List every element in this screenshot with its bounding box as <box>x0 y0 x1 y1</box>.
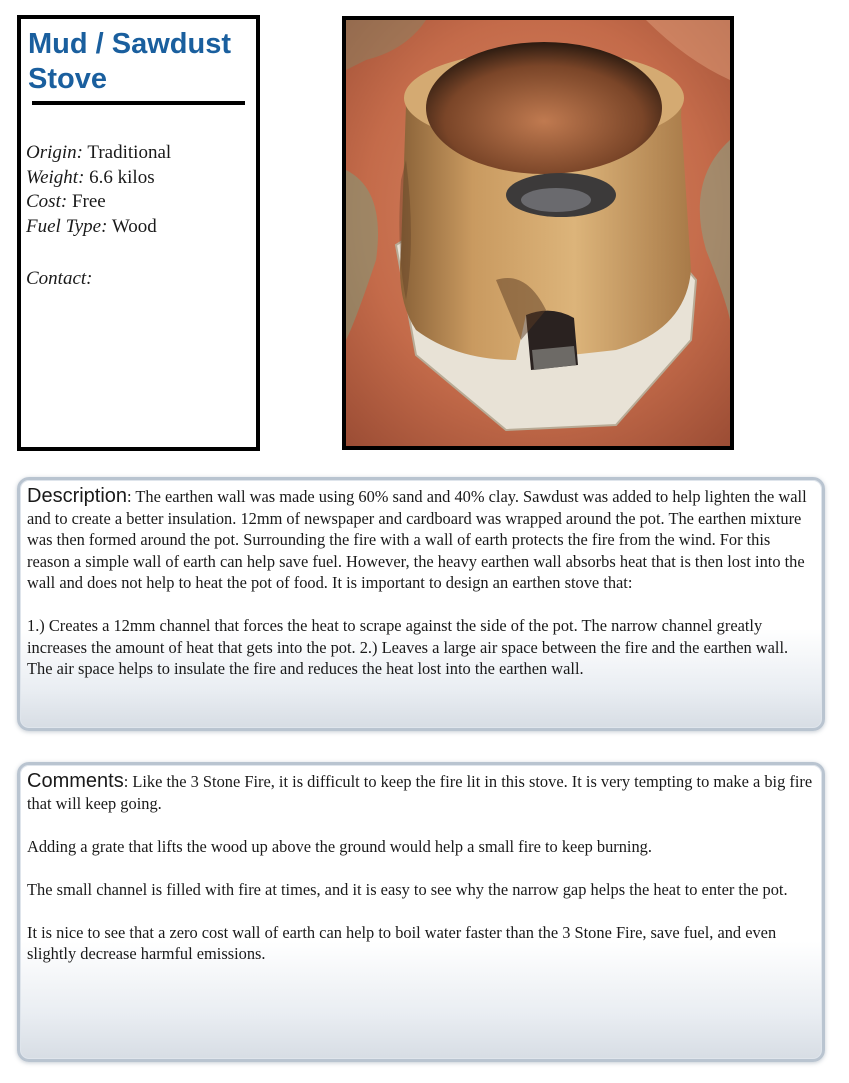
spec-cost <box>26 190 171 215</box>
spec-origin-key: Origin: <box>26 142 83 163</box>
contact-label: Contact: <box>26 268 93 289</box>
comments-paragraph <box>27 771 814 814</box>
spec-weight-value: 6.6 kilos <box>89 166 155 188</box>
description-paragraph: 1.) Creates a 12mm channel that forces the heat to scrape against the side of the pot. The narrow channel greatly increases the amount of heat that gets into the pot. 2.) Leaves a large air space between the fire and the earthen wall. The air space helps to insulate the fire and reduces the heat lost into the earthen wall. <box>27 616 789 678</box>
spec-cost-key: Cost: <box>26 191 68 212</box>
stove-photo-illustration <box>346 20 730 446</box>
spec-origin <box>26 141 171 166</box>
comments-heading: Comments <box>27 770 124 792</box>
spec-fuel-type <box>26 215 171 240</box>
comments-paragraph: Adding a grate that lifts the wood up above the ground would help a small fire to keep burning. <box>27 836 652 856</box>
comments-panel <box>17 762 825 1062</box>
comments-paragraph: It is nice to see that a zero cost wall of earth can help to boil water faster than the 3 Stone Fire, save fuel, and even slightly decrease harmful emissions. <box>27 922 777 963</box>
description-text: : The earthen wall was made using 60% sand and 40% clay. Sawdust was added to help lighten the wall and to create a better insulation. 12mm of newspaper and cardboard was wrapped around the pot. The earthen mixture was then formed around the pot. Surrounding the fire with a wall of earth protects the fire from the wind. For this reason a simple wall of earth can help save fuel. However, the heavy earthen wall absorbs heat that is then lost into the wall and does not help to heat the pot of food. It is important to design an earthen stove that: <box>27 487 807 592</box>
spec-fuel-type-key: Fuel Type: <box>26 215 108 237</box>
title-divider <box>32 101 245 105</box>
description-heading: Description <box>27 485 128 507</box>
comments-paragraph: The small channel is filled with fire at times, and it is easy to see why the narrow gap helps the heat to enter the pot. <box>27 879 788 899</box>
spec-weight-key: Weight: <box>26 166 85 188</box>
spec-list <box>26 141 171 239</box>
spec-origin-value: Traditional <box>87 142 172 163</box>
comments-text: : Like the 3 Stone Fire, it is difficult to keep the fire lit in this stove. It is very tempting to make a big fire that will keep going. <box>27 772 813 813</box>
stove-title: Mud / Sawdust Stove <box>28 28 231 95</box>
description-panel <box>17 477 825 731</box>
spec-cost-value: Free <box>71 191 106 212</box>
stove-photo <box>342 16 734 450</box>
spec-fuel-type-value: Wood <box>111 215 157 237</box>
spec-weight <box>26 166 171 191</box>
stove-info-card <box>17 15 260 451</box>
description-paragraph <box>27 486 814 594</box>
